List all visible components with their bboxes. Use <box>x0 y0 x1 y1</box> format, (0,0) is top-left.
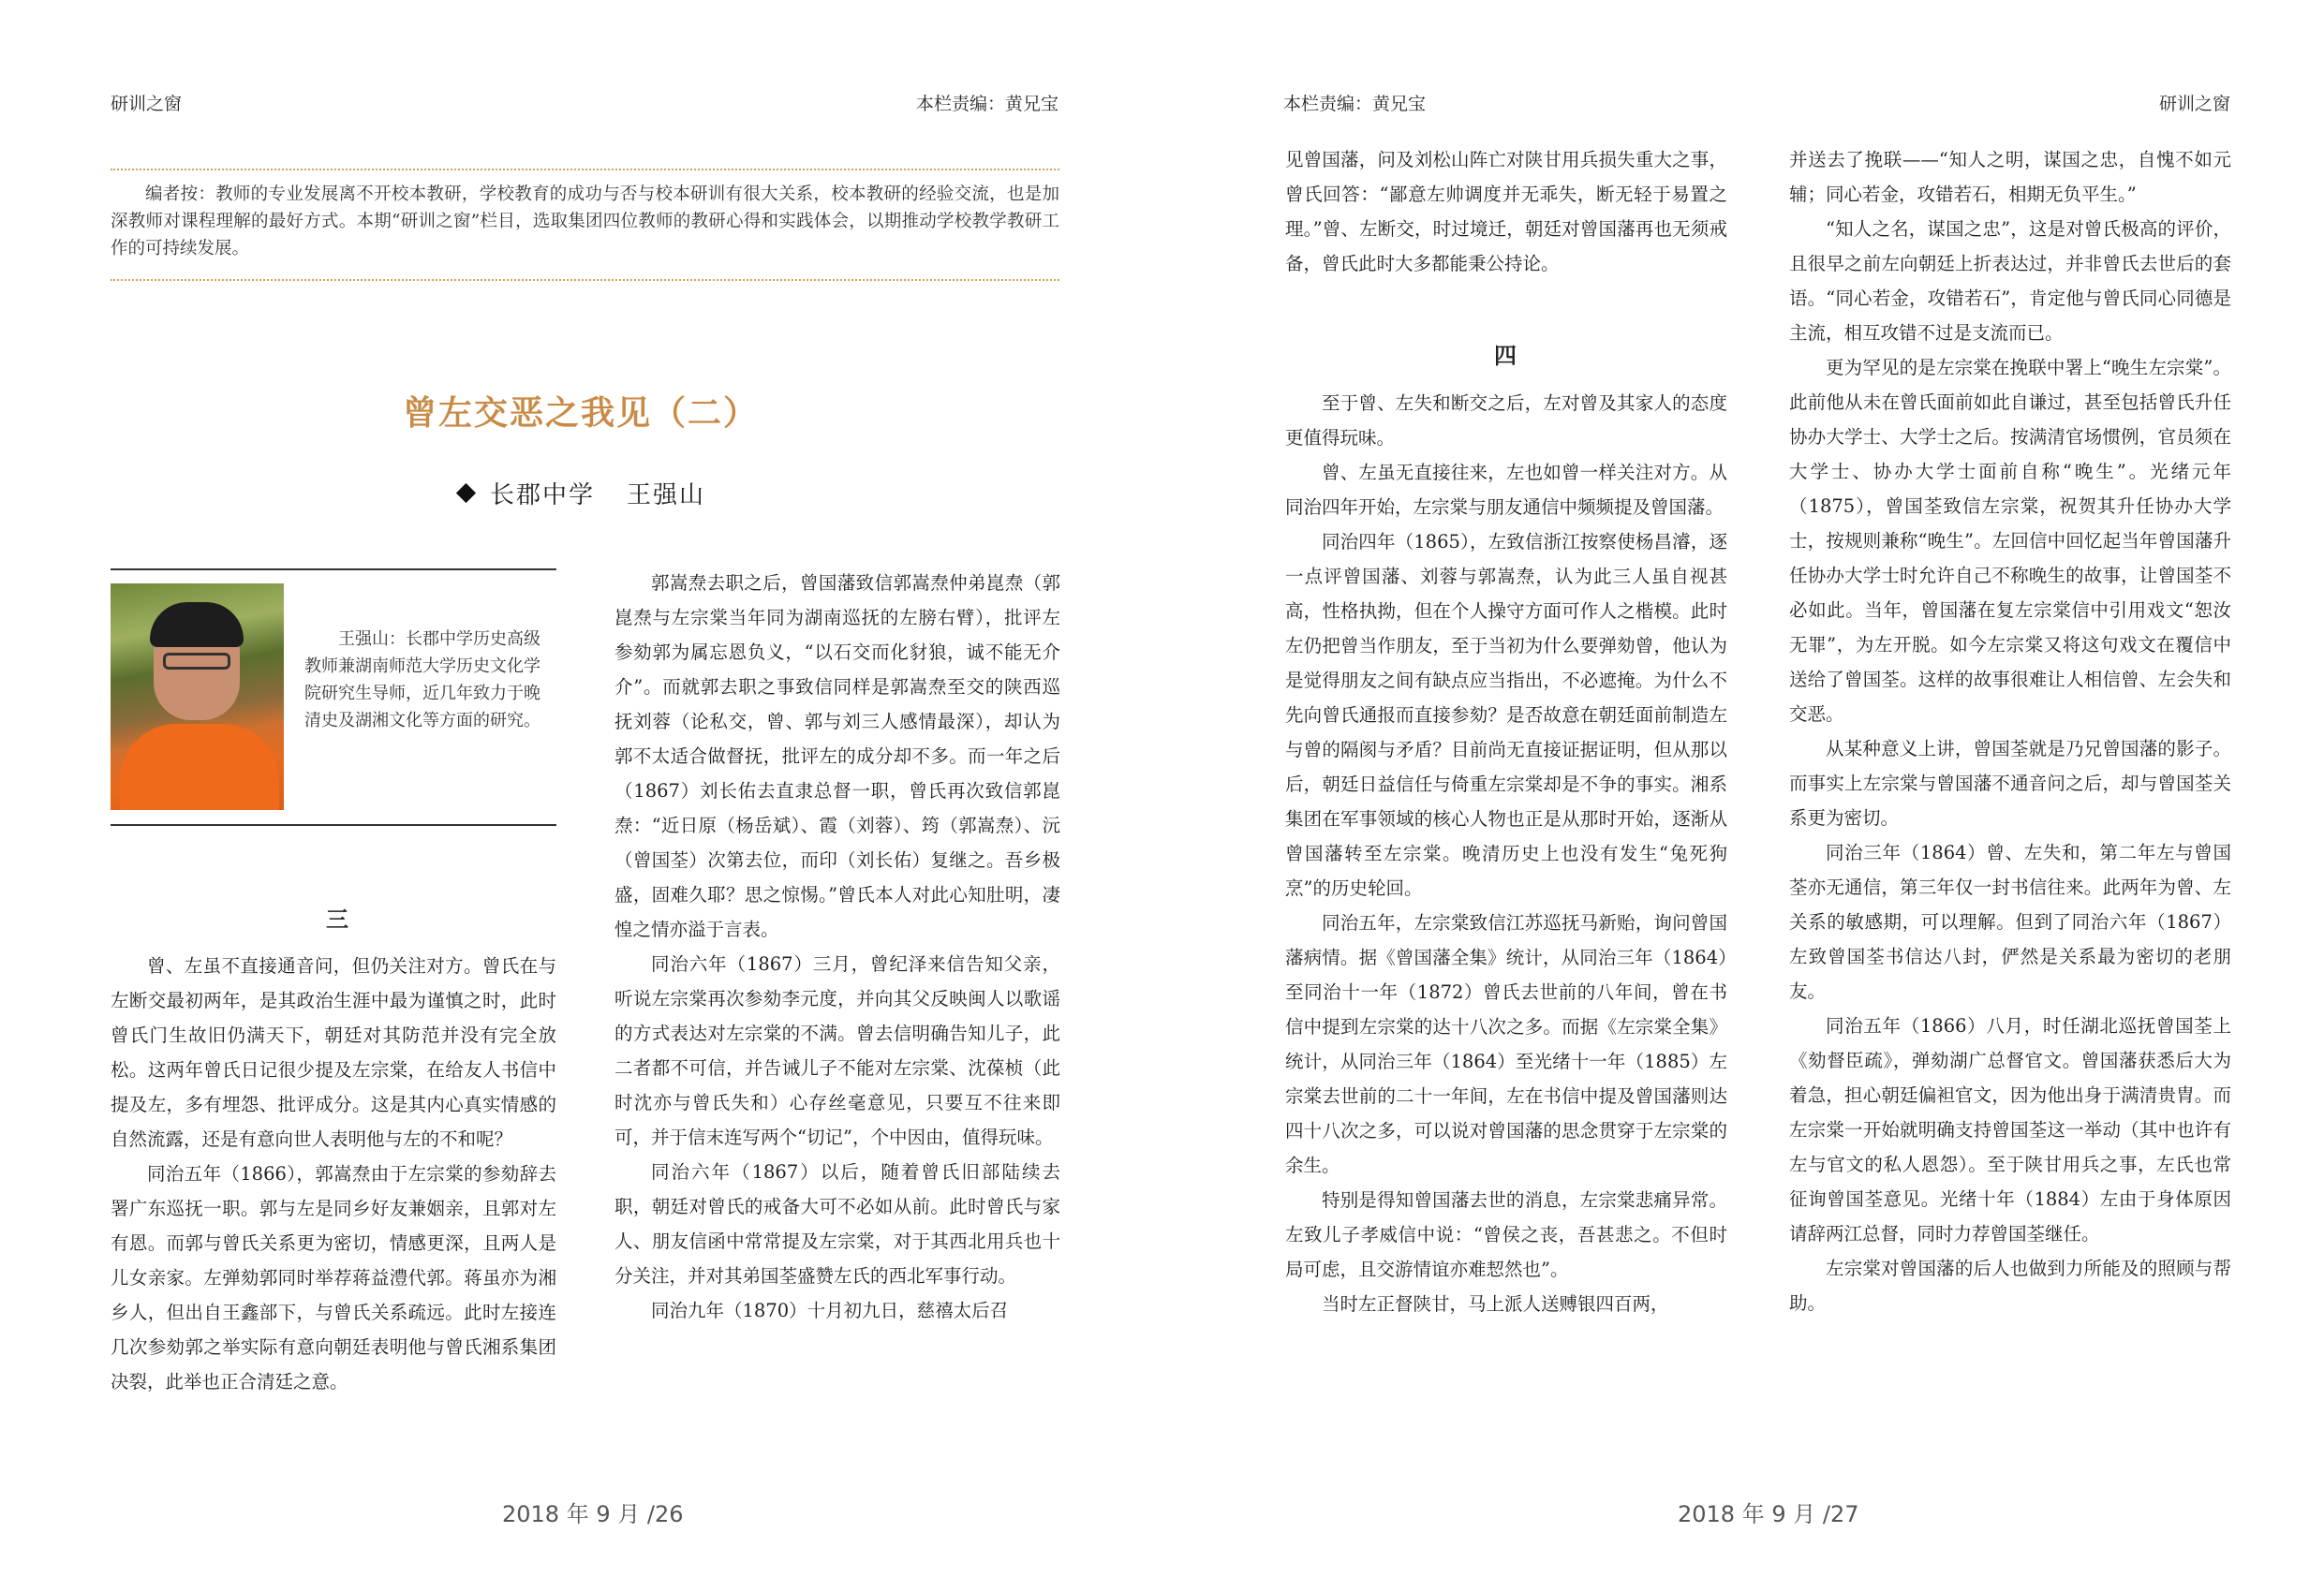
column-editor: 本栏责编：黄兄宝 <box>915 94 1058 114</box>
left-column-2 <box>614 566 1060 1328</box>
divider-top <box>111 169 1059 170</box>
paragraph: 同治五年，左宗棠致信江苏巡抚马新贻，询问曾国藩病情。据《曾国藩全集》统计，从同治三年（1864）至同治十一年（1872）曾氏去世前的八年间，曾在书信中提到左宗棠的达十八次之多。而据《左宗棠全集》统计，从同治三年（1864）至光绪十一年（1885）左宗棠去世前的二十一年间，左在书信中提及曾国藩则达四十八次之多，可以说对曾国藩的思念贯穿于左宗棠的余生。 <box>1285 912 1727 1176</box>
bio-text: 长郡中学历史高级教师兼湖南师范大学历史文化学院研究生导师，近几年致力于晚清史及湖湘文化等方面的研究。 <box>304 629 540 730</box>
diamond-icon <box>456 483 476 503</box>
section-heading-4: 四 <box>1494 342 1517 369</box>
paragraph: 同治六年（1867）三月，曾纪泽来信告知父亲，听说左宗棠再次参劾李元度，并向其父反映闽人以歌谣的方式表达对左宗棠的不满。曾去信明确告知儿子，此二者都不可信，并告诫儿子不能对左宗棠、沈葆桢（此时沈亦与曾氏失和）心存丝毫意见，只要互不往来即可，并于信末连写两个“切记”，个中因由，值得玩味。 <box>614 953 1060 1148</box>
bio-rule-bottom <box>111 824 556 826</box>
paragraph: 并送去了挽联——“知人之明，谋国之忠，自愧不如元辅；同心若金，攻错若石，相期无负平生。” <box>1789 149 2231 205</box>
paragraph: 同治六年（1867）以后，随着曾氏旧部陆续去职，朝廷对曾氏的戒备大可不必如从前。此时曾氏与家人、朋友信函中常常提及左宗棠，对于其西北用兵也十分关注，并对其弟国荃盛赞左氏的西北军事行动。 <box>614 1161 1060 1287</box>
paragraph: 更为罕见的是左宗棠在挽联中署上“晚生左宗棠”。此前他从未在曾氏面前如此自谦过，甚至包括曾氏升任协办大学士、大学士之后。按满清官场惯例，官员须在大学士、协办大学士面前自称“晚生”。光绪元年（1875），曾国荃致信左宗棠，祝贺其升任协办大学士，按规则兼称“晚生”。左回信中回忆起当年曾国藩升任协办大学士时允许自己不称晚生的故事，让曾国荃不必如此。当年，曾国藩在复左宗棠信中引用戏文“恕汝无罪”，为左开脱。如今左宗棠又将这句戏文在覆信中送给了曾国荃。这样的故事很难让人相信曾、左会失和交恶。 <box>1789 357 2231 725</box>
paragraph: 同治三年（1864）曾、左失和，第二年左与曾国荃亦无通信，第三年仅一封书信往来。此两年为曾、左关系的敏感期，可以理解。但到了同治六年（1867）左致曾国荃书信达八封，俨然是关系最为密切的老朋友。 <box>1789 842 2231 1002</box>
divider-bottom <box>111 279 1059 281</box>
paragraph: 曾、左虽不直接通音问，但仍关注对方。曾氏在与左断交最初两年，是其政治生涯中最为谨慎之时，此时曾氏门生故旧仍满天下，朝廷对其防范并没有完全放松。这两年曾氏日记很少提及左宗棠，在给友人书信中提及左，多有埋怨、批评成分。这是其内心真实情感的自然流露，还是有意向世人表明他与左的不和呢？ <box>111 955 556 1150</box>
paragraph: 见曾国藩，问及刘松山阵亡对陕甘用兵损失重大之事，曾氏回答：“鄙意左帅调度并无乖失，断无轻于易置之理。”曾、左断交，时过境迁，朝廷对曾国藩再也无须戒备，曾氏此时大多都能秉公持论。 <box>1285 149 1727 274</box>
paragraph: 特别是得知曾国藩去世的消息，左宗棠悲痛异常。左致儿子孝威信中说：“曾侯之丧，吾甚悲之。不但时局可虑，且交游情谊亦难恝然也”。 <box>1285 1189 1727 1280</box>
byline-school: 长郡中学 <box>490 481 596 509</box>
article-title: 曾左交恶之我见（二） <box>402 393 759 433</box>
paragraph: 郭嵩焘去职之后，曾国藩致信郭嵩焘仲弟崑焘（郭崑焘与左宗棠当年同为湖南巡抚的左膀右臂），批评左参劾郭为属忘恩负义，“以石交而化豺狼，诚不能无介介”。而就郭去职之事致信同样是郭嵩焘至交的陕西巡抚刘蓉（论私交，曾、郭与刘三人感情最深），却认为郭不太适合做督抚，批评左的成分却不多。而一年之后（1867）刘长佑去直隶总督一职，曾氏再次致信郭崑焘：“近日原（杨岳斌）、霞（刘蓉）、筠（郭嵩焘）、沅（曾国荃）次第去位，而印（刘长佑）复继之。吾乡极盛，固难久耶？思之惊惕。”曾氏本人对此心知肚明，凄惶之情亦溢于言表。 <box>614 572 1060 940</box>
paragraph: 从某种意义上讲，曾国荃就是乃兄曾国藩的影子。而事实上左宗棠与曾国藩不通音问之后，却与曾国荃关系更为密切。 <box>1789 738 2231 829</box>
right-column-2 <box>1789 142 2231 1320</box>
paragraph: 曾、左虽无直接往来，左也如曾一样关注对方。从同治四年开始，左宗棠与朋友通信中频频提及曾国藩。 <box>1285 462 1727 518</box>
paragraph: 同治九年（1870）十月初九日，慈禧太后召 <box>651 1300 1009 1321</box>
right-column-1-top <box>1285 142 1727 281</box>
column-name: 研训之窗 <box>111 94 183 114</box>
author-photo <box>111 583 284 810</box>
byline-author: 王强山 <box>627 481 706 509</box>
paragraph: 左宗棠对曾国藩的后人也做到力所能及的照顾与帮助。 <box>1789 1258 2231 1314</box>
page-number: 2018 年 9 月 /26 <box>502 1501 684 1527</box>
section-heading-3: 三 <box>326 906 348 933</box>
bio-name: 王强山： <box>338 629 406 649</box>
paragraph: 同治四年（1865），左致信浙江按察使杨昌濬，逐一点评曾国藩、刘蓉与郭嵩焘，认为此三人虽自视甚高，性格执拗，但在个人操守方面可作人之楷模。此时左仍把曾当作朋友，至于当初为什么要弹劾曾，他认为是觉得朋友之间有缺点应当指出，不必遮掩。为什么不先向曾氏通报而直接参劾？是否故意在朝廷面前制造左与曾的隔阂与矛盾？目前尚无直接证据证明，但从那以后，朝廷日益信任与倚重左宗棠却是不争的事实。湘系集团在军事领域的核心人物也正是从那时开始，逐渐从曾国藩转至左宗棠。晚清历史上也没有发生“兔死狗烹”的历史轮回。 <box>1285 531 1727 899</box>
paragraph: 当时左正督陕甘，马上派人送赙银四百两， <box>1322 1293 1669 1315</box>
paragraph: 同治五年（1866）八月，时任湖北巡抚曾国荃上《劾督臣疏》，弹劾湖广总督官文。曾国藩获悉后大为着急，担心朝廷偏袒官文，因为他出身于满清贵胄。而左宗棠一开始就明确支持曾国荃这一举动（其中也许有左与官文的私人恩怨）。至于陕甘用兵之事，左氏也常征询曾国荃意见。光绪十年（1884）左由于身体原因请辞两江总督，同时力荐曾国荃继任。 <box>1789 1015 2231 1245</box>
editor-note: 编者按：教师的专业发展离不开校本教研，学校教育的成功与否与校本研训有很大关系，校本教研的经验交流，也是加深教师对课程理解的最好方式。本期“研训之窗”栏目，选取集团四位教师的教研心得和实践体会，以期推动学校教学教研工作的可持续发展。 <box>111 184 1059 258</box>
left-column-1 <box>111 949 556 1399</box>
right-column-1 <box>1285 386 1727 1321</box>
column-name: 研训之窗 <box>2158 94 2230 114</box>
paragraph: “知人之名，谋国之忠”，这是对曾氏极高的评价，且很早之前左向朝廷上折表达过，并非曾氏去世后的套语。“同心若金，攻错若石”，肯定他与曾氏同心同德是主流，相互攻错不过是支流而已。 <box>1789 218 2231 344</box>
right-page <box>1162 0 2324 1577</box>
paragraph: 至于曾、左失和断交之后，左对曾及其家人的态度更值得玩味。 <box>1285 392 1727 449</box>
author-bio <box>304 626 550 734</box>
page-number: 2018 年 9 月 /27 <box>1678 1501 1859 1527</box>
paragraph: 同治五年（1866），郭嵩焘由于左宗棠的参劾辞去署广东巡抚一职。郭与左是同乡好友兼姻亲，且郭对左有恩。而郭与曾氏关系更为密切，情感更深，且两人是儿女亲家。左弹劾郭同时举荐蒋益澧代郭。蒋虽亦为湘乡人，但出自王鑫部下，与曾氏关系疏远。此时左接连几次参劾郭之举实际有意向朝廷表明他与曾氏湘系集团决裂，此举也正合清廷之意。 <box>111 1163 556 1393</box>
column-editor: 本栏责编：黄兄宝 <box>1283 94 1427 114</box>
bio-rule-top <box>111 568 556 570</box>
byline <box>459 476 705 510</box>
